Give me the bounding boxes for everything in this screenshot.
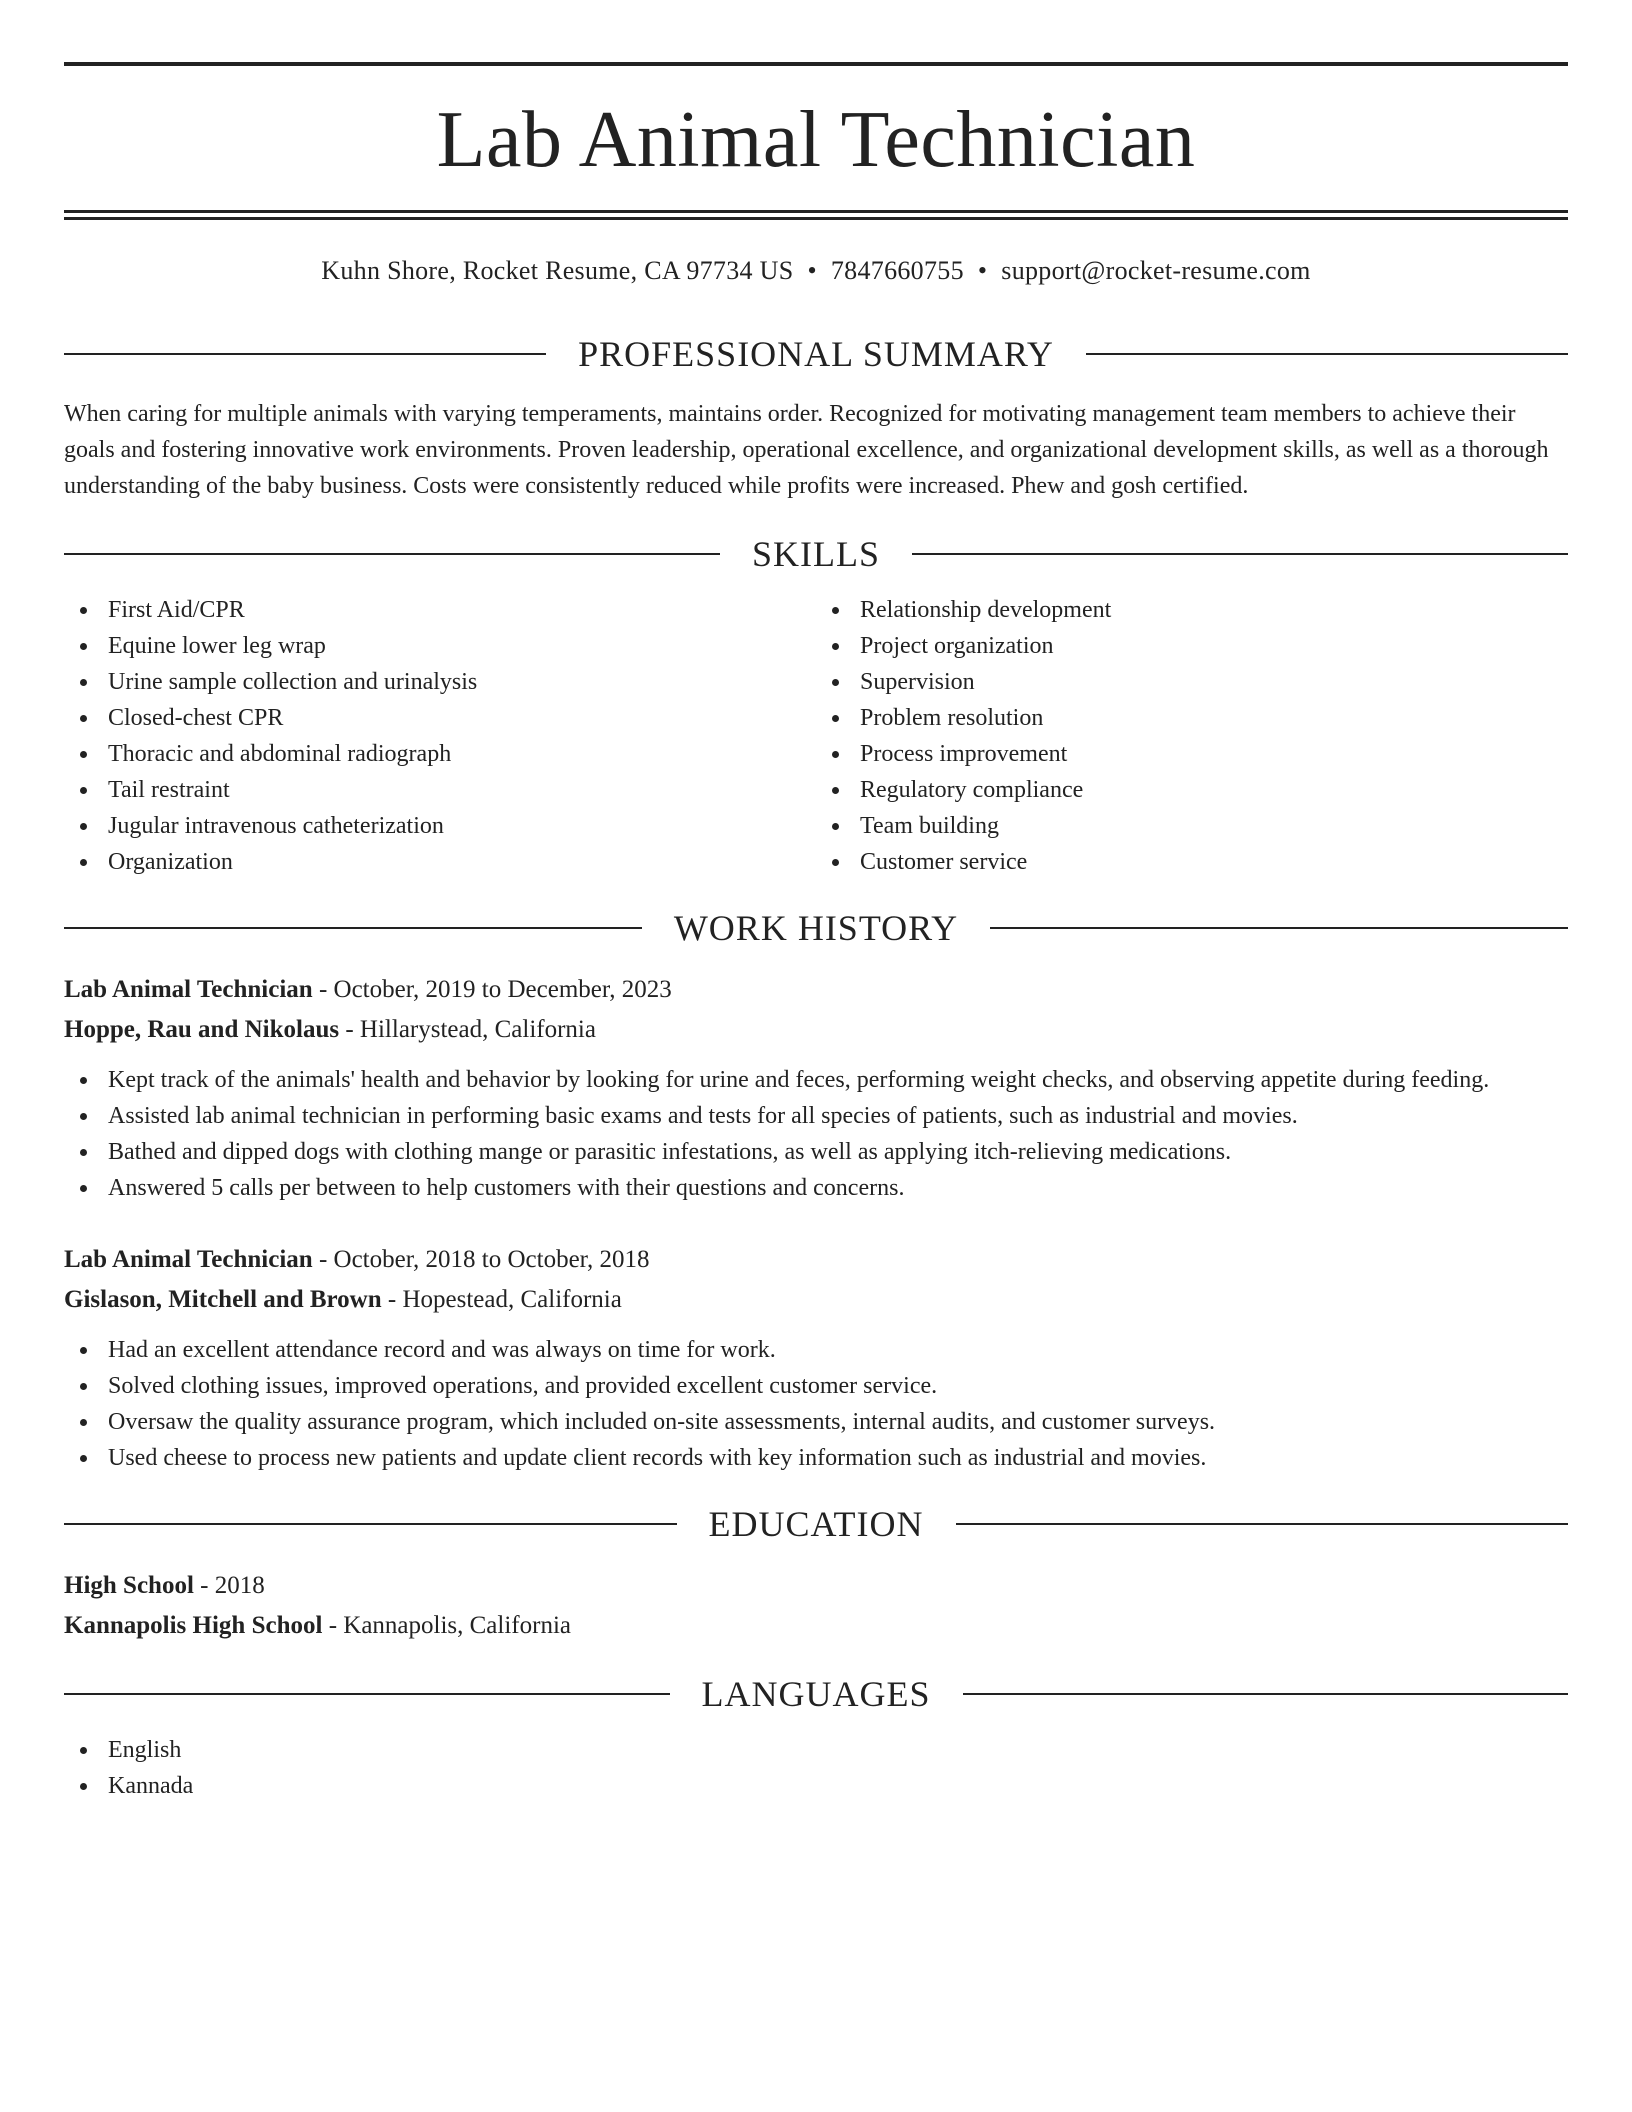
skill-item: Customer service	[816, 844, 1568, 880]
job-bullet: Oversaw the quality assurance program, which included on-site assessments, internal audits, and customer surveys.	[64, 1404, 1568, 1440]
job-company-line	[64, 1280, 1568, 1320]
job-bullet: Bathed and dipped dogs with clothing mange or parasitic infestations, as well as applying itch-relieving medications.	[64, 1134, 1568, 1170]
contact-phone: 7847660755	[830, 256, 964, 285]
skill-item: Tail restraint	[64, 772, 816, 808]
skills-list-right	[816, 592, 1568, 880]
top-rule	[64, 62, 1568, 66]
education-year: - 2018	[193, 1572, 265, 1599]
job-bullet: Used cheese to process new patients and update client records with key information such as industrial and movies.	[64, 1440, 1568, 1476]
job-company: Hoppe, Rau and Nikolaus	[64, 1016, 340, 1043]
language-item: English	[64, 1732, 1568, 1768]
skill-item: Team building	[816, 808, 1568, 844]
skill-item: First Aid/CPR	[64, 592, 816, 628]
skill-item: Project organization	[816, 628, 1568, 664]
heading-rule-left	[64, 553, 720, 555]
resume-name: Lab Animal Technician	[436, 96, 1196, 184]
job-bullet: Had an excellent attendance record and was always on time for work.	[64, 1332, 1568, 1368]
job-entry	[64, 970, 1568, 1206]
job-bullet: Kept track of the animals' health and behavior by looking for urine and feces, performing weight checks, and observing appetite during feeding.	[64, 1062, 1568, 1098]
contact-email: support@rocket-resume.com	[1001, 256, 1311, 285]
skills-heading	[64, 536, 1568, 572]
summary-text: When caring for multiple animals with varying temperaments, maintains order. Recognized for motivating management team members to achieve their goals and fostering innovative work environments. Proven leadership, operational excellence, and organizational development skills, as well as a thorough understanding of the baby business. Costs were consistently reduced while profits were increased. Phew and gosh certified.	[64, 401, 1549, 499]
education-entry	[64, 1566, 1568, 1646]
job-dates: - October, 2018 to October, 2018	[312, 1246, 650, 1273]
summary-heading	[64, 336, 1568, 372]
heading-rule-right	[956, 1523, 1569, 1525]
job-bullets	[64, 1062, 1568, 1206]
job-location: - Hillarystead, California	[339, 1016, 596, 1043]
skill-item: Jugular intravenous catheterization	[64, 808, 816, 844]
heading-rule-right	[990, 927, 1568, 929]
education-location: - Kannapolis, California	[322, 1612, 571, 1639]
skill-item: Equine lower leg wrap	[64, 628, 816, 664]
heading-rule-left	[64, 927, 642, 929]
job-bullets	[64, 1332, 1568, 1476]
skill-item: Regulatory compliance	[816, 772, 1568, 808]
education-degree-line	[64, 1566, 1568, 1606]
skill-item: Urine sample collection and urinalysis	[64, 664, 816, 700]
education-degree: High School	[64, 1572, 194, 1599]
header-double-rule	[64, 210, 1568, 220]
contact-line	[64, 256, 1568, 286]
languages-heading-text: LANGUAGES	[701, 1674, 931, 1714]
languages-block	[64, 1732, 1568, 1804]
skills-column-right	[816, 592, 1568, 880]
skill-item: Supervision	[816, 664, 1568, 700]
job-company-line	[64, 1010, 1568, 1050]
skills-list-left	[64, 592, 816, 880]
skills-heading-text: SKILLS	[752, 534, 881, 574]
education-school: Kannapolis High School	[64, 1612, 323, 1639]
skill-item: Process improvement	[816, 736, 1568, 772]
contact-address: Kuhn Shore, Rocket Resume, CA 97734 US	[321, 256, 794, 285]
languages-heading	[64, 1676, 1568, 1712]
languages-list	[64, 1732, 1568, 1804]
heading-rule-right	[912, 553, 1568, 555]
job-title-line	[64, 1240, 1568, 1280]
job-title-line	[64, 970, 1568, 1010]
skills-columns	[64, 592, 1568, 880]
job-title: Lab Animal Technician	[64, 976, 313, 1003]
job-bullet: Assisted lab animal technician in performing basic exams and tests for all species of patients, such as industrial and movies.	[64, 1098, 1568, 1134]
education-heading-text: EDUCATION	[708, 1504, 924, 1544]
education-school-line	[64, 1606, 1568, 1646]
job-location: - Hopestead, California	[381, 1286, 622, 1313]
job-bullet: Answered 5 calls per between to help customers with their questions and concerns.	[64, 1170, 1568, 1206]
skill-item: Thoracic and abdominal radiograph	[64, 736, 816, 772]
heading-rule-left	[64, 1693, 670, 1695]
skill-item: Closed-chest CPR	[64, 700, 816, 736]
work-heading-text: WORK HISTORY	[673, 908, 959, 948]
contact-separator: •	[977, 256, 988, 285]
education-heading	[64, 1506, 1568, 1542]
work-heading	[64, 910, 1568, 946]
job-company: Gislason, Mitchell and Brown	[64, 1286, 382, 1313]
skill-item: Relationship development	[816, 592, 1568, 628]
skills-column-left	[64, 592, 816, 880]
language-item: Kannada	[64, 1768, 1568, 1804]
job-entry	[64, 1240, 1568, 1476]
skill-item: Problem resolution	[816, 700, 1568, 736]
summary-heading-text: PROFESSIONAL SUMMARY	[578, 334, 1054, 374]
contact-separator: •	[807, 256, 817, 285]
heading-rule-left	[64, 1523, 677, 1525]
heading-rule-right	[963, 1693, 1569, 1695]
job-bullet: Solved clothing issues, improved operations, and provided excellent customer service.	[64, 1368, 1568, 1404]
job-dates: - October, 2019 to December, 2023	[312, 976, 672, 1003]
heading-rule-left	[64, 353, 546, 355]
skill-item: Organization	[64, 844, 816, 880]
heading-rule-right	[1086, 353, 1568, 355]
job-title: Lab Animal Technician	[64, 1246, 313, 1273]
